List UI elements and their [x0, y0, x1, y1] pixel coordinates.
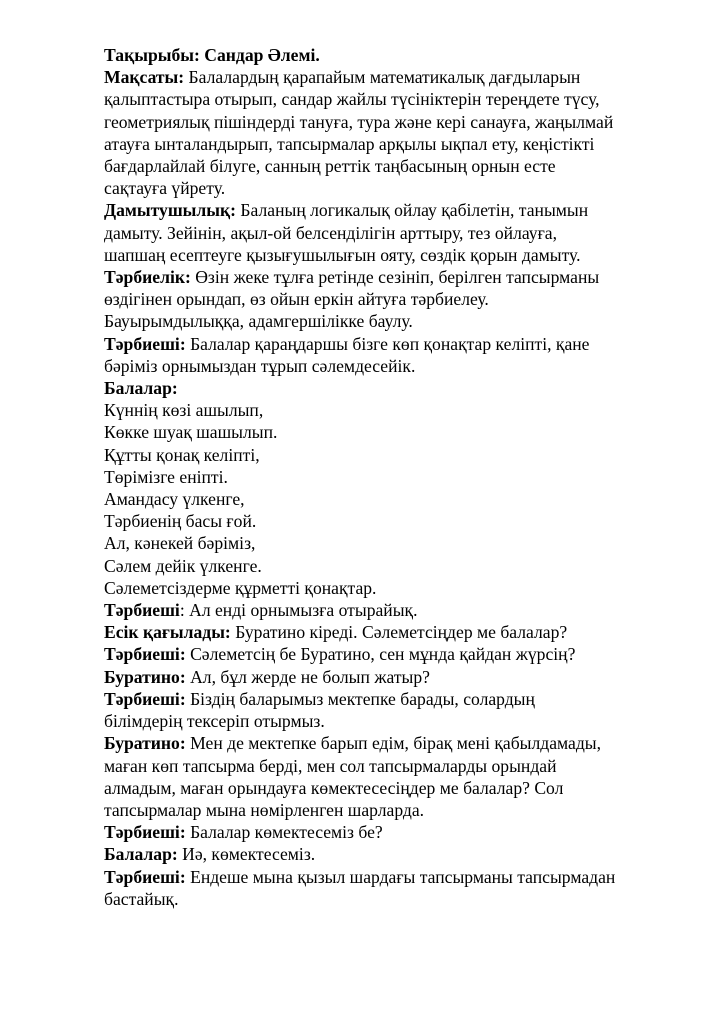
line-text: Бауырымдылыққа, адамгершілікке баулу.: [104, 311, 413, 332]
line-text: Сәлеметсіздерме құрметті қонақтар.: [104, 577, 377, 598]
text-line: [104, 133, 694, 155]
text-line: [104, 843, 694, 865]
text-line: [104, 666, 694, 688]
line-text: Буратино кіреді. Сәлеметсіңдер ме балалар?: [230, 622, 568, 643]
line-text: Төрімізге еніпті.: [104, 466, 228, 487]
text-line: [104, 866, 694, 888]
line-text: Балалардың қарапайым математикалық дағдыларын: [184, 67, 581, 88]
line-text: Күннің көзі ашылып,: [104, 400, 264, 421]
line-text: Ендеше мына қызыл шардағы тапсырманы тапсырмадан: [185, 866, 616, 887]
line-text: тапсырмалар мына нөмірленген шарларда.: [104, 799, 425, 820]
line-text: : Ал енді орнымызға отырайық.: [179, 600, 418, 621]
speaker-label: Тәрбиеші:: [104, 822, 186, 843]
line-text: бастайық.: [104, 888, 179, 909]
text-line: [104, 821, 694, 843]
line-text: Иә, көмектесеміз.: [177, 844, 316, 865]
text-line: [104, 155, 694, 177]
text-line: [104, 599, 694, 621]
speaker-label: Тәрбиеші: [104, 600, 180, 621]
text-line: [104, 333, 694, 355]
speaker-label: Балалар:: [104, 844, 178, 865]
line-text: Ал, бұл жерде не болып жатыр?: [185, 666, 430, 687]
text-line: [104, 621, 694, 643]
line-text: Балалар қараңдаршы бізге көп қонақтар келіпті, қане: [185, 333, 590, 354]
line-text: атауға ынталандырып, тапсырмалар арқылы ықпал ету, кеңістікті: [104, 133, 595, 154]
text-line: [104, 710, 694, 732]
line-text: Амандасу үлкенге,: [104, 489, 245, 510]
line-text: Құтты қонақ келіпті,: [104, 444, 260, 465]
text-line: [104, 399, 694, 421]
line-text: шапшаң есептеуге қызығушылығын ояту, сөздік қорын дамыту.: [104, 244, 581, 265]
text-line: [104, 488, 694, 510]
text-line: [104, 532, 694, 554]
line-text: Сәлем дейік үлкенге.: [104, 555, 262, 576]
speaker-label: Тәрбиеші:: [104, 333, 186, 354]
line-text: Көкке шуақ шашылып.: [104, 422, 278, 443]
text-line: [104, 444, 694, 466]
speaker-label: Тәрбиеші:: [104, 644, 186, 665]
text-line: [104, 244, 694, 266]
speaker-label: Тәрбиеші:: [104, 688, 186, 709]
text-line: [104, 310, 694, 332]
line-text: Өзін жеке тұлға ретінде сезініп, берілген тапсырманы: [190, 267, 600, 288]
text-line: [104, 266, 694, 288]
text-line: [104, 44, 694, 66]
line-text: маған көп тапсырма берді, мен сол тапсырмаларды орындай: [104, 755, 557, 776]
text-line: [104, 377, 694, 399]
text-line: [104, 222, 694, 244]
text-line: [104, 199, 694, 221]
text-line: [104, 799, 694, 821]
text-line: [104, 688, 694, 710]
line-text: дамыту. Зейінін, ақыл-ой белсенділігін арттыру, тез ойлауға,: [104, 222, 558, 243]
text-line: [104, 555, 694, 577]
line-text: өздігінен орындап, өз ойын еркін айтуға тәрбиелеу.: [104, 289, 489, 310]
text-line: [104, 888, 694, 910]
line-text: геометриялық пішіндерді тануға, тура және кері санауға, жаңылмай: [104, 111, 614, 132]
line-text: қалыптастыра отырып, сандар жайлы түсініктерін тереңдете түсу,: [104, 89, 600, 110]
speaker-label: Тәрбиеші:: [104, 866, 186, 887]
line-text: Балалар көмектесеміз бе?: [185, 822, 383, 843]
line-text: бәріміз орнымыздан тұрып сәлемдесейік.: [104, 355, 416, 376]
text-line: [104, 88, 694, 110]
text-line: [104, 421, 694, 443]
line-text: Баланың логикалық ойлау қабілетін, танымын: [236, 200, 589, 221]
text-line: [104, 466, 694, 488]
line-text: Біздің баларымыз мектепке барады, солардың: [185, 688, 535, 709]
text-line: [104, 111, 694, 133]
line-text: Сандар Әлемі.: [199, 45, 320, 65]
line-text: алмадым, маған орындауға көмектесесіңдер ме балалар? Сол: [104, 777, 564, 798]
speaker-label: Есік қағылады:: [104, 622, 231, 643]
text-line: [104, 755, 694, 777]
speaker-label: Буратино:: [104, 733, 186, 754]
text-line: [104, 577, 694, 599]
line-text: Сәлеметсің бе Буратино, сен мұнда қайдан жүрсің?: [185, 644, 576, 665]
line-text: сақтауға үйрету.: [104, 178, 226, 199]
text-line: [104, 177, 694, 199]
text-line: [104, 510, 694, 532]
line-text: білімдерің тексеріп отырмыз.: [104, 711, 325, 732]
line-text: бағдарлайлай білуге, санның реттік таңбасының орнын есте: [104, 156, 556, 177]
text-line: [104, 66, 694, 88]
speaker-label: Балалар:: [104, 378, 178, 399]
text-line: [104, 288, 694, 310]
speaker-label: Тәрбиелік:: [104, 267, 191, 288]
speaker-label: Мақсаты:: [104, 67, 185, 88]
text-line: [104, 355, 694, 377]
speaker-label: Дамытушылық:: [104, 200, 237, 221]
text-line: [104, 732, 694, 754]
line-text: Мен де мектепке барып едім, бірақ мені қабылдамады,: [185, 733, 602, 754]
speaker-label: Тақырыбы:: [104, 45, 200, 65]
document-page: [104, 44, 694, 910]
text-line: [104, 643, 694, 665]
speaker-label: Буратино:: [104, 666, 186, 687]
line-text: Тәрбиенің басы ғой.: [104, 511, 257, 532]
line-text: Ал, кәнекей бәріміз,: [104, 533, 256, 554]
text-line: [104, 777, 694, 799]
